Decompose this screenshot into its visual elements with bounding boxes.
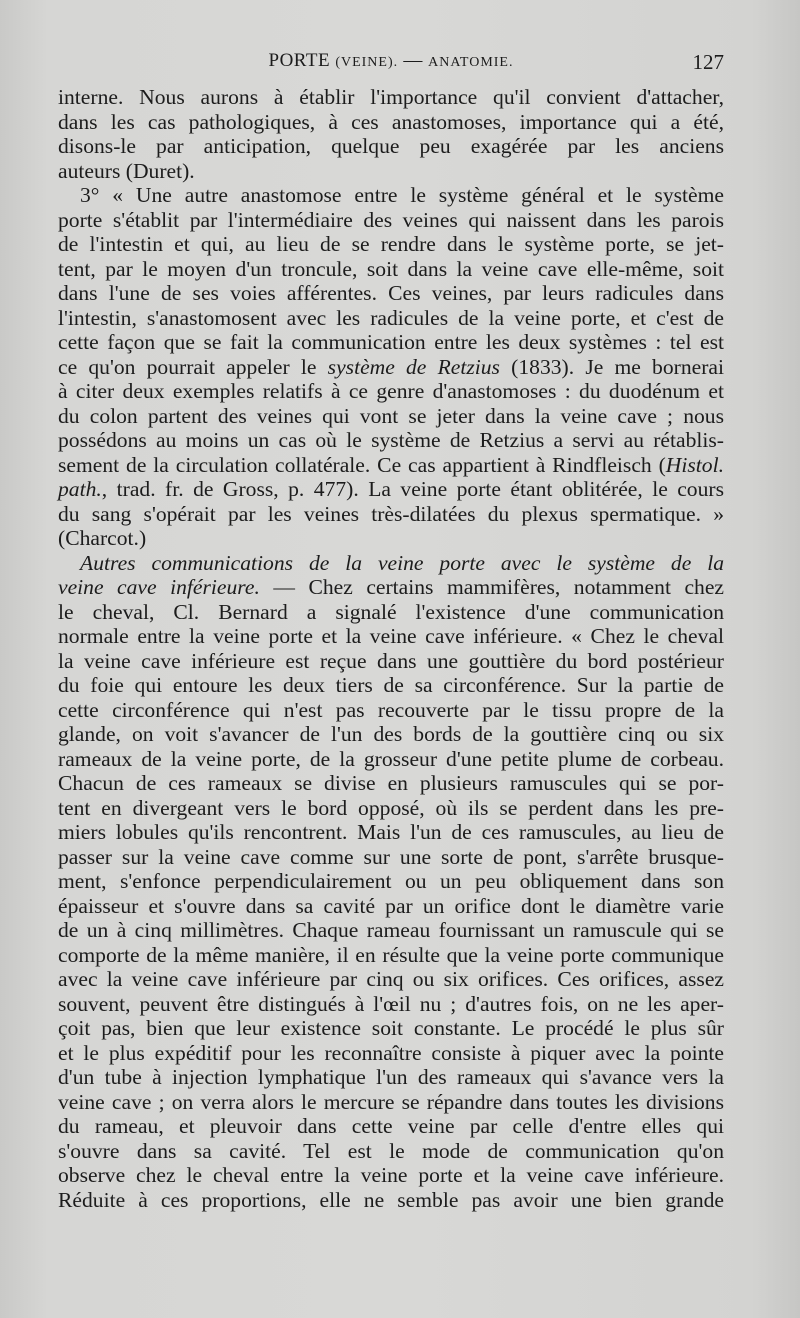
text-line (58, 208, 724, 233)
line-text: (Charcot.) (58, 526, 147, 550)
text-line (58, 722, 724, 747)
line-text: comporte de la même manière, il en résulte que la veine porte communique (58, 942, 724, 967)
italic-text: Autres communications de la veine porte avec le système de la (80, 550, 724, 575)
line-text: avec la veine cave inférieure par cinq ou six orifices. Ces orifices, assez (58, 967, 724, 991)
text-line (58, 1090, 724, 1115)
line-text: du foie qui entoure les deux tiers de sa circonférence. Sur la partie de (58, 673, 724, 697)
title-main: PORTE (268, 50, 331, 71)
page-number: 127 (692, 50, 724, 74)
text-line (58, 110, 724, 135)
line-text: cette circonférence qui n'est pas recouverte par le tissu propre de la (58, 697, 724, 722)
page-header (58, 50, 724, 74)
line-text: ment, s'enfonce perpendiculairement ou un peu obliquement dans son (58, 869, 724, 893)
text-line (58, 502, 724, 527)
text-line (58, 477, 724, 502)
line-text: tent en divergeant vers le bord opposé, où ils se perdent dans les pre- (58, 795, 724, 820)
line-text: de l'intestin et qui, au lieu de se rendre dans le système porte, se jet- (58, 232, 724, 256)
line-text: glande, on voit s'avancer de l'un des bords de la gouttière cinq ou six (58, 722, 724, 746)
text-line (58, 771, 724, 796)
text-line (58, 379, 724, 404)
text-line (58, 673, 724, 698)
text-line (58, 698, 724, 723)
text-line (58, 992, 724, 1017)
text-line (58, 1139, 724, 1164)
line-text: interne. Nous aurons à établir l'importance qu'il convient d'attacher, (58, 85, 724, 109)
title-paren: (VEINE). (335, 55, 399, 70)
line-text: dans l'une de ses voies afférentes. Ces veines, par leurs radicules dans (58, 281, 724, 305)
text-line (58, 747, 724, 772)
line-text: à citer deux exemples relatifs à ce genre d'anastomoses : du duodénum et (58, 379, 724, 403)
text-line (58, 1114, 724, 1139)
line-text: disons-le par anticipation, quelque peu exagérée par les anciens (58, 134, 724, 158)
line-text: sement de la circulation collatérale. Ce cas appartient à Rindfleisch ( (58, 452, 666, 477)
line-text: du rameau, et pleuvoir dans cette veine par celle d'entre elles qui (58, 1114, 724, 1138)
line-text: (1833). Je me bornerai (499, 354, 724, 379)
line-text: miers lobules qu'ils rencontrent. Mais l'un de ces ramuscules, au lieu de (58, 820, 724, 844)
line-text: possédons au moins un cas où le système de Retzius a servi au rétablis- (58, 428, 724, 452)
text-line (58, 183, 724, 208)
text-line (58, 85, 724, 110)
line-text: d'un tube à injection lymphatique l'un des rameaux qui s'avance vers la (58, 1065, 724, 1089)
text-line (58, 281, 724, 306)
line-text: normale entre la veine porte et la veine cave inférieure. « Chez le cheval (58, 624, 724, 648)
text-line (58, 869, 724, 894)
line-text: observe chez le cheval entre la veine porte et la veine cave inférieure. (58, 1163, 724, 1187)
text-line (58, 575, 724, 600)
text-line (58, 428, 724, 453)
text-line (58, 1041, 724, 1066)
text-line (58, 600, 724, 625)
line-text: — Chez certains mammifères, notamment chez (259, 575, 724, 599)
text-line (58, 159, 724, 184)
text-line (58, 134, 724, 159)
line-text: dans les cas pathologiques, à ces anastomoses, importance qui a été, (58, 109, 724, 134)
line-text: le cheval, Cl. Bernard a signalé l'existence d'une communication (58, 599, 724, 624)
text-line (58, 404, 724, 429)
title-section: ANATOMIE. (428, 55, 514, 70)
text-line (58, 355, 724, 380)
text-line (58, 526, 724, 551)
italic-text: path. (58, 477, 102, 501)
line-text: Réduite à ces proportions, elle ne semble pas avoir une bien grande (58, 1187, 724, 1212)
line-text: passer sur la veine cave comme sur une sorte de pont, s'arrête brusque- (58, 844, 724, 869)
text-line (58, 820, 724, 845)
text-line (58, 1016, 724, 1041)
line-text: de un à cinq millimètres. Chaque rameau fournissant un ramuscule qui se (58, 918, 724, 942)
text-line (58, 330, 724, 355)
line-text: du colon partent des veines qui vont se jeter dans la veine cave ; nous (58, 403, 724, 428)
text-line (58, 624, 724, 649)
line-text: du sang s'opérait par les veines très-dilatées du plexus spermatique. » (58, 501, 724, 526)
text-line (58, 1188, 724, 1213)
title-dash: — (403, 50, 423, 71)
line-text: souvent, peuvent être distingués à l'œil nu ; d'autres fois, on ne les aper- (58, 991, 724, 1016)
line-text: veine cave ; on verra alors le mercure se répandre dans toutes les divisions (58, 1089, 724, 1114)
text-line (58, 306, 724, 331)
text-line (58, 967, 724, 992)
text-line (58, 796, 724, 821)
text-line (58, 1065, 724, 1090)
italic-text: veine cave inférieure. (58, 575, 260, 599)
line-text: porte s'établit par l'intermédiaire des veines qui naissent dans les parois (58, 207, 724, 232)
line-text: auteurs (Duret). (58, 158, 195, 183)
line-text: la veine cave inférieure est reçue dans une gouttière du bord postérieur (58, 648, 724, 673)
text-line (58, 943, 724, 968)
line-text: cette façon que se fait la communication entre les deux systèmes : tel est (58, 330, 724, 354)
line-text: épaisseur et s'ouvre dans sa cavité par un orifice dont le diamètre varie (58, 893, 724, 918)
text-line (58, 649, 724, 674)
line-text: çoit pas, bien que leur existence soit constante. Le procédé le plus sûr (58, 1016, 724, 1040)
line-text: s'ouvre dans sa cavité. Tel est le mode de communication qu'on (58, 1138, 724, 1163)
italic-text: système de Retzius (327, 354, 500, 379)
text-line (58, 453, 724, 478)
text-line (58, 1163, 724, 1188)
text-line (58, 845, 724, 870)
line-text: tent, par le moyen d'un troncule, soit dans la veine cave elle-même, soit (58, 256, 724, 281)
line-text: ce qu'on pourrait appeler le (58, 354, 328, 379)
text-line (58, 894, 724, 919)
line-text: Chacun de ces rameaux se divise en plusieurs ramuscules qui se por- (58, 771, 724, 795)
text-line (58, 257, 724, 282)
italic-text: Histol. (665, 452, 724, 477)
line-text: , trad. fr. de Gross, p. 477). La veine porte étant oblitérée, le cours (101, 477, 724, 501)
text-line (58, 918, 724, 943)
line-text: 3° « Une autre anastomose entre le système général et le système (80, 183, 724, 207)
line-text: l'intestin, s'anastomosent avec les radicules de la veine porte, et c'est de (58, 305, 724, 330)
line-text: rameaux de la veine porte, de la grosseur d'une petite plume de corbeau. (58, 746, 724, 771)
running-title (58, 50, 724, 72)
text-line (58, 232, 724, 257)
line-text: et le plus expéditif pour les reconnaître consiste à piquer avec la pointe (58, 1040, 724, 1065)
text-line (58, 551, 724, 576)
body-text (58, 85, 724, 1212)
